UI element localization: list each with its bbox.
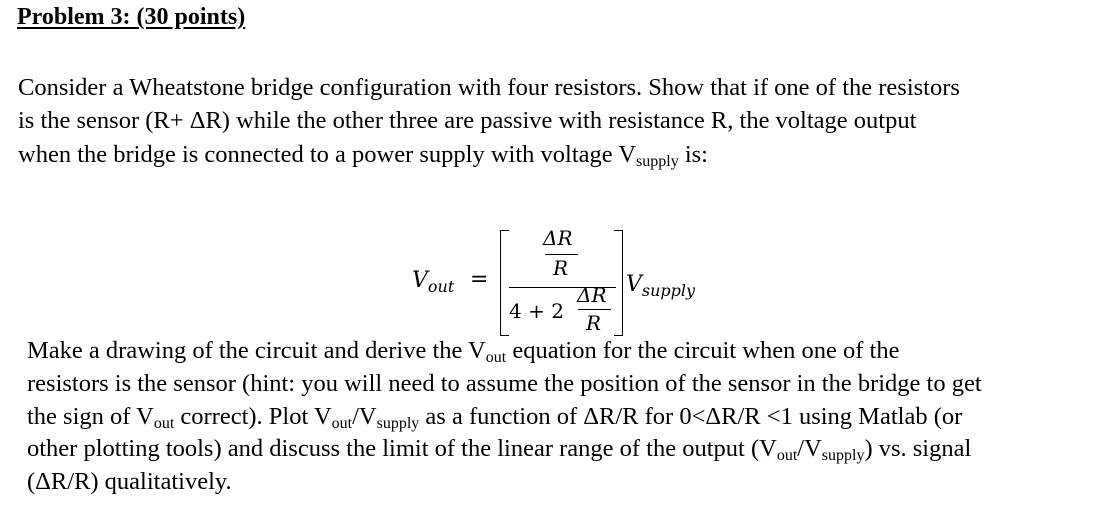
intro-text: is: [678,141,708,168]
subscript: out [485,349,507,366]
task-line-4 [27,437,971,464]
subscript: out [776,447,798,464]
task-text: ) vs. signal [864,435,972,462]
vsupply-subscript: supply [641,281,696,300]
vout-symbol: V [412,268,428,293]
task-text: other plotting tools) and discuss the limit of the linear range of the output (V [27,435,777,462]
vout-equation [0,220,1112,340]
task-text: equation for the circuit when one of the [506,337,900,364]
subscript: out [331,415,353,432]
task-text: as a function of ΔR/R for 0<ΔR/R <1 using Matlab (or [419,403,963,430]
task-text: Make a drawing of the circuit and derive the V [27,337,486,364]
task-text: the sign of V [27,403,154,430]
intro-line-3 [18,143,708,170]
equals-sign: = [470,267,489,292]
task-line-3 [27,405,962,432]
denominator-r: R [586,311,602,335]
task-text: /V [352,403,377,430]
numerator-delta-r: ΔR [543,226,573,250]
task-text: /V [797,435,822,462]
denominator-constant: 4 + 2 [509,299,564,323]
task-text: correct). Plot V [174,403,332,430]
denominator-fraction-bar [578,309,611,310]
intro-line-2: is the sensor (R+ ΔR) while the other three are passive with resistance R, the voltage output [18,107,917,134]
vout-subscript: out [427,277,455,296]
vsupply-symbol: V [626,272,642,297]
subscript: out [153,415,175,432]
subscript: supply [821,447,865,464]
left-bracket [500,230,509,336]
task-line-5: (ΔR/R) qualitatively. [27,468,232,495]
numerator-fraction-bar [545,254,578,255]
numerator-r: R [553,256,569,280]
problem-heading: Problem 3: (30 points) [17,4,246,30]
denominator-delta-r: ΔR [577,283,607,307]
right-bracket [614,230,623,336]
subscript: supply [636,153,679,170]
intro-text: when the bridge is connected to a power supply with voltage V [18,141,637,168]
equation-lhs [412,268,454,296]
task-line-1 [27,339,899,366]
equation-rhs [626,272,695,300]
intro-line-1: Consider a Wheatstone bridge configuration with four resistors. Show that if one of the resistors [18,74,960,101]
task-line-2: resistors is the sensor (hint: you will need to assume the position of the sensor in the bridge to get [27,370,982,397]
subscript: supply [376,415,420,432]
